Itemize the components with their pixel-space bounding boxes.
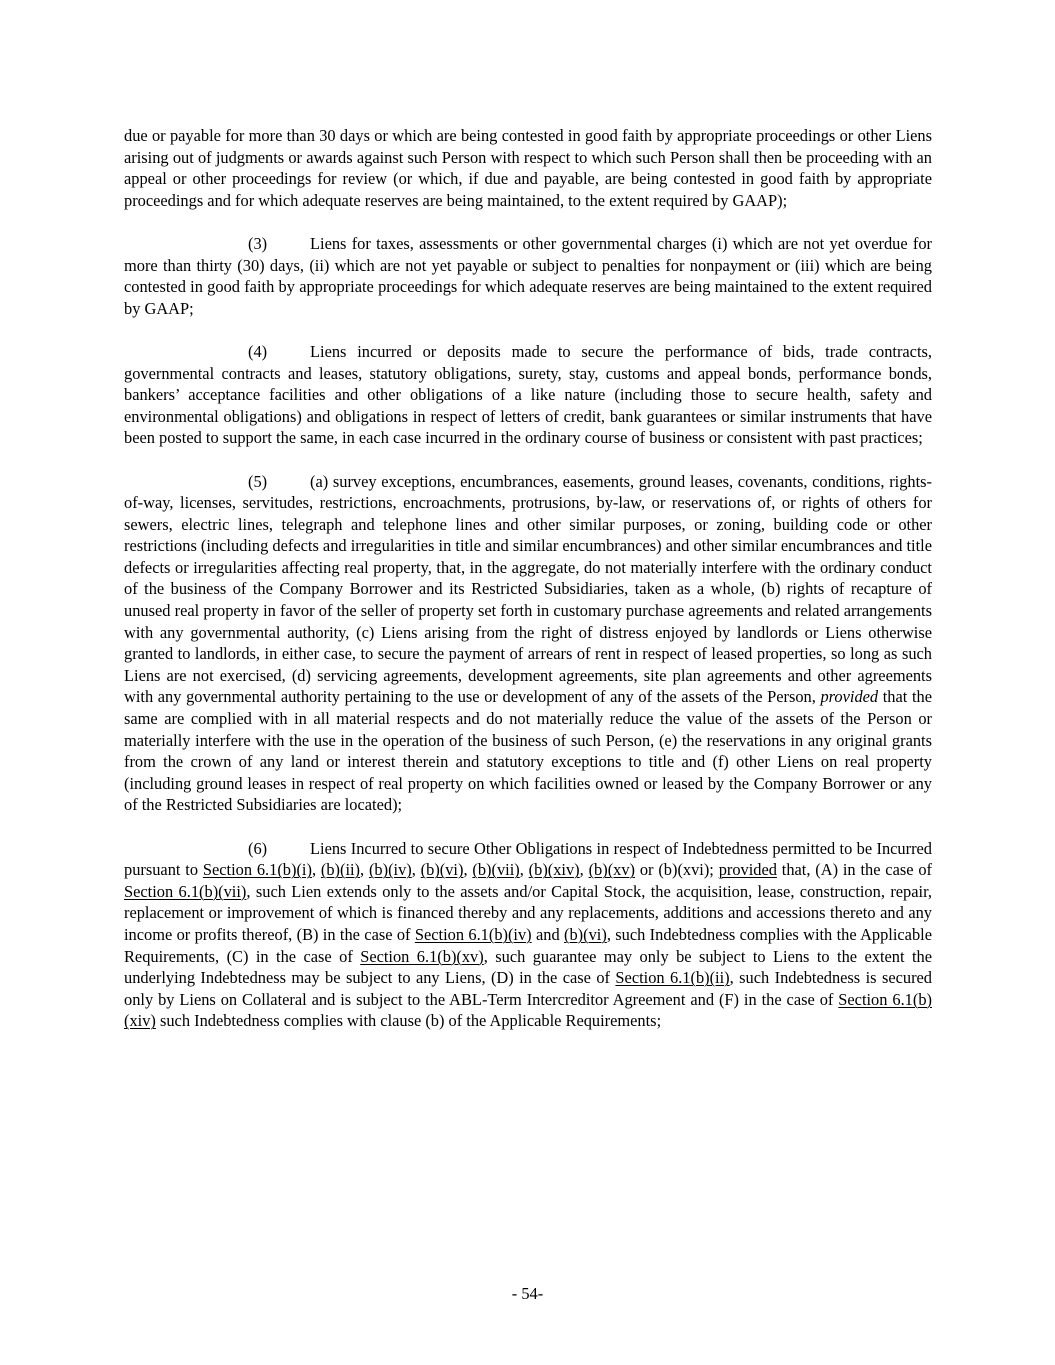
page-number: - 54- <box>511 1284 544 1303</box>
paragraph-text: and <box>531 924 565 944</box>
paragraph <box>124 233 932 319</box>
paragraph-text: or (b)(xvi); <box>635 860 719 880</box>
paragraph-text: , <box>463 860 473 880</box>
paragraph <box>124 341 932 449</box>
paragraph <box>124 838 932 1032</box>
paragraph-text: Liens Incurred to secure Other Obligations in respect of Indebtedness permitted to be Incurred pursuant to <box>124 838 932 880</box>
paragraph-text: , <box>360 860 369 880</box>
section-reference: (b)(iv) <box>368 860 412 880</box>
paragraph-text: , <box>579 860 589 880</box>
paragraph-text: , such Indebtedness complies with the Applicable Requirements, (C) in the case of <box>124 924 932 966</box>
paragraph-text: (a) survey exceptions, encumbrances, easements, ground leases, covenants, conditions, rights-of-way, licenses, servitudes, restrictions, encroachments, protrusions, by-law, or reservations of, or rights of others for sewers, electric lines, telegraph and telephone lines and other similar purposes, or zoning, building code or other restrictions (including defects and irregularities in title and similar encumbrances) and other similar encumbrances and title defects or irregularities affecting real property, that, in the aggregate, do not materially interfere with the ordinary conduct of the business of the Company Borrower and its Restricted Subsidiaries, taken as a whole, (b) rights of recapture of unused real property in favor of the seller of property set forth in customary purchase agreements and related arrangements with any governmental authority, (c) Liens arising from the right of distress enjoyed by landlords or Liens otherwise granted to landlords, in either case, to secure the payment of arrears of rent in respect of leased properties, so long as such Liens are not exercised, (d) servicing agreements, development agreements, site plan agreements and other agreements with any governmental authority pertaining to the use or development of any of the assets of the Person, <box>124 471 932 707</box>
section-reference: (b)(xv) <box>588 860 636 880</box>
section-reference: (b)(vi) <box>420 860 464 880</box>
paragraph-number: (6) <box>248 838 268 858</box>
section-reference: (b)(xiv) <box>528 860 580 880</box>
section-reference: (b)(vi) <box>564 924 607 944</box>
section-reference: Section 6.1(b)(xiv) <box>124 989 932 1031</box>
paragraph-number: (3) <box>248 233 268 253</box>
paragraph-text: , such Indebtedness is secured only by Liens on Collateral and is subject to the ABL-Term Intercreditor Agreement and (F) in the case of <box>124 968 933 1009</box>
paragraph-text: , <box>311 860 321 880</box>
section-reference: (b)(ii) <box>320 860 361 880</box>
section-reference: provided <box>718 860 777 880</box>
paragraph-text: Liens incurred or deposits made to secure the performance of bids, trade contracts, governmental contracts and leases, statutory obligations, surety, stay, customs and appeal bonds, performance bonds, bankers’ acceptance facilities and other obligations of a like nature (including those to secure health, safety and environmental obligations) and obligations in respect of letters of credit, bank guarantees or similar instruments that have been posted to support the same, in each case incurred in the ordinary course of business or consistent with past practices; <box>124 341 932 448</box>
paragraph-text: , such Lien extends only to the assets and/or Capital Stock, the acquisition, lease, construction, repair, replacement or improvement of which is financed thereby and any replacements, additions and accessions thereto and any income or profits thereof, (B) in the case of <box>124 881 932 944</box>
paragraph-text: , <box>519 860 529 880</box>
paragraph-number: (5) <box>248 471 268 491</box>
paragraph-text: due or payable for more than 30 days or which are being contested in good faith by appropriate proceedings or other Liens arising out of judgments or awards against such Person with respect to which such Person shall then be proceeding with an appeal or other proceedings for review (or which, if due and payable, are being contested in good faith by appropriate proceedings and for which adequate reserves are being maintained, to the extent required by GAAP); <box>124 126 932 210</box>
paragraph <box>124 125 932 211</box>
paragraph-text: Liens for taxes, assessments or other governmental charges (i) which are not yet overdue for more than thirty (30) days, (ii) which are not yet payable or subject to penalties for nonpayment or (iii) which are being contested in good faith by appropriate proceedings for which adequate reserves are being maintained to the extent required by GAAP; <box>124 233 932 318</box>
section-reference: Section 6.1(b)(iv) <box>414 924 532 944</box>
section-reference: Section 6.1(b)(vii) <box>124 881 247 901</box>
section-reference: (b)(vii) <box>472 860 520 880</box>
paragraph-text: that, (A) in the case of <box>776 860 932 880</box>
italic-term: provided <box>820 687 879 707</box>
paragraph-text: , <box>411 860 421 880</box>
section-reference: Section 6.1(b)(ii) <box>615 968 730 988</box>
paragraph-text: , such guarantee may only be subject to Liens to the extent the underlying Indebtedness may be subject to any Liens, (D) in the case of <box>124 946 933 988</box>
paragraph-text: that the same are complied with in all material respects and do not materially reduce the value of the assets of the Person or materially interfere with the use in the operation of the business of such Person, (e) the reservations in any original grants from the crown of any land or interest therein and statutory exceptions to title and (f) other Liens on real property (including ground leases in respect of real property on which facilities owned or leased by the Company Borrower or any of the Restricted Subsidiaries are located); <box>124 687 932 815</box>
paragraph <box>124 471 932 817</box>
paragraph-number: (4) <box>248 341 268 361</box>
paragraph-text: such Indebtedness complies with clause (b) of the Applicable Requirements; <box>155 1011 662 1031</box>
document-body <box>124 125 932 1032</box>
section-reference: Section 6.1(b)(xv) <box>360 946 484 966</box>
section-reference: Section 6.1(b)(i) <box>202 860 312 880</box>
